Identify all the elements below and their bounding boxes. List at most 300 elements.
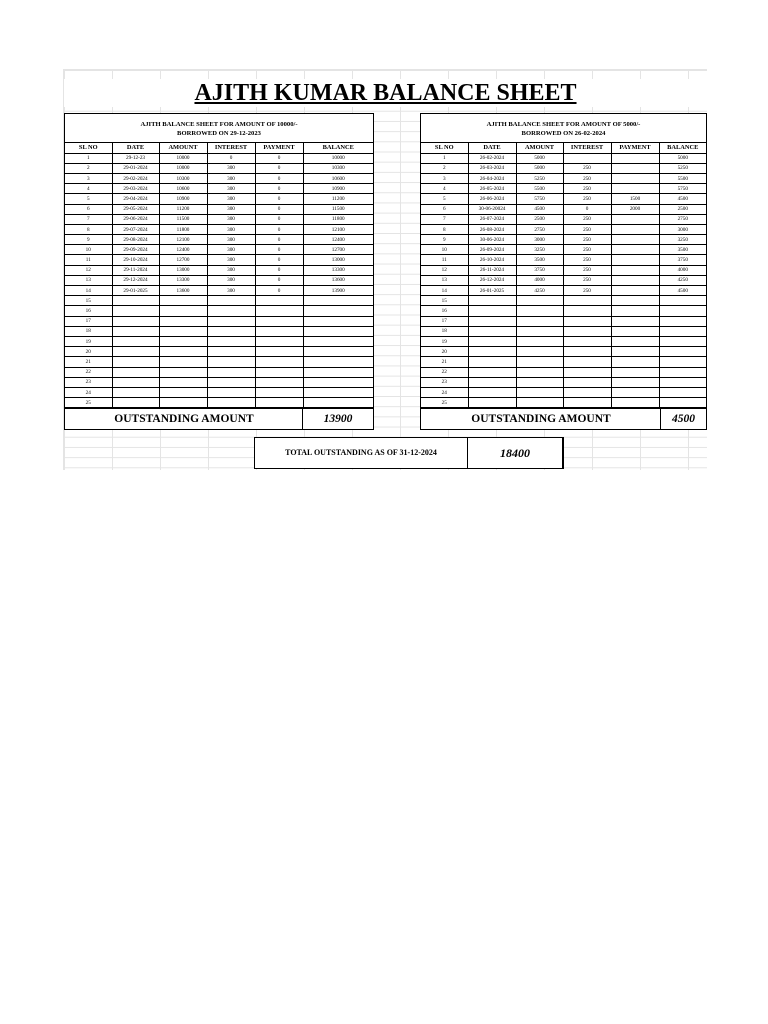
table-cell: 6 [421, 204, 468, 214]
table-cell: 29-05-2024 [112, 204, 159, 214]
table-cell [303, 377, 373, 387]
table-cell [516, 387, 563, 397]
table-row [421, 153, 706, 163]
table-cell: 10000 [159, 153, 207, 163]
table-cell: 17 [421, 316, 468, 326]
table-cell: 11500 [159, 214, 207, 224]
table-cell: 250 [563, 286, 611, 296]
table-cell: 5000 [516, 153, 563, 163]
table-cell: 0 [255, 194, 303, 204]
table-row [421, 224, 706, 234]
table-cell: 29-04-2024 [112, 194, 159, 204]
table-cell: 25 [65, 398, 112, 408]
table-row [65, 347, 373, 357]
table-cell: 26-12-2024 [468, 275, 516, 285]
table-cell: 4500 [516, 204, 563, 214]
table-cell: 10600 [159, 184, 207, 194]
table-cell: 13600 [303, 275, 373, 285]
table-cell: 18 [65, 326, 112, 336]
table-cell: 0 [207, 153, 255, 163]
table-cell [563, 377, 611, 387]
table-cell: 26-11-2024 [468, 265, 516, 275]
table-cell [159, 357, 207, 367]
table-cell: 10000 [159, 163, 207, 173]
table-cell: 250 [563, 173, 611, 183]
table-row [65, 204, 373, 214]
spreadsheet-page [63, 69, 707, 470]
table-cell: 26-02-2024 [468, 153, 516, 163]
table-row [421, 275, 706, 285]
table-cell: 12400 [303, 235, 373, 245]
table-cell: 0 [255, 224, 303, 234]
table-cell [112, 357, 159, 367]
table-cell [611, 153, 659, 163]
left-ledger-body [65, 153, 373, 408]
table-cell: 300 [207, 255, 255, 265]
table-cell [659, 347, 706, 357]
table-cell: 22 [421, 367, 468, 377]
table-cell: 19 [421, 336, 468, 346]
table-cell: 1 [421, 153, 468, 163]
left-ledger-heading-line1: AJITH BALANCE SHEET FOR AMOUNT OF 10000/- [140, 121, 298, 128]
table-cell [659, 316, 706, 326]
table-cell [255, 326, 303, 336]
table-cell [516, 336, 563, 346]
table-cell: 10300 [159, 173, 207, 183]
table-cell: 13300 [159, 275, 207, 285]
table-cell [303, 336, 373, 346]
table-cell [112, 306, 159, 316]
table-cell: 18 [421, 326, 468, 336]
table-cell: 24 [421, 387, 468, 397]
table-cell: 5500 [516, 184, 563, 194]
table-cell [159, 326, 207, 336]
table-cell: 25 [421, 398, 468, 408]
table-cell [468, 367, 516, 377]
table-cell [207, 336, 255, 346]
table-cell [611, 367, 659, 377]
table-cell: 29-01-2025 [112, 286, 159, 296]
table-cell [611, 214, 659, 224]
table-cell: 4500 [659, 194, 706, 204]
table-cell: 0 [255, 275, 303, 285]
table-cell: 22 [65, 367, 112, 377]
table-cell [611, 184, 659, 194]
table-row [65, 387, 373, 397]
table-cell: 13 [65, 275, 112, 285]
table-cell: 300 [207, 224, 255, 234]
table-cell: 300 [207, 163, 255, 173]
table-cell: 12100 [303, 224, 373, 234]
table-cell: 10300 [303, 163, 373, 173]
table-cell [611, 377, 659, 387]
table-row [421, 367, 706, 377]
column-header: SL NO [65, 143, 112, 153]
table-cell [207, 316, 255, 326]
table-cell: 21 [421, 357, 468, 367]
table-cell [563, 367, 611, 377]
table-cell [255, 316, 303, 326]
table-cell [112, 377, 159, 387]
table-cell: 5 [421, 194, 468, 204]
table-row [65, 398, 373, 408]
table-cell: 2 [65, 163, 112, 173]
table-cell: 10900 [159, 194, 207, 204]
table-cell: 11500 [303, 204, 373, 214]
table-cell [303, 387, 373, 397]
left-outstanding-label: OUTSTANDING AMOUNT [114, 413, 254, 425]
table-cell: 3750 [516, 265, 563, 275]
table-cell: 4 [421, 184, 468, 194]
table-cell [659, 398, 706, 408]
table-cell [468, 296, 516, 306]
right-ledger-header-row [421, 143, 706, 153]
table-row [421, 377, 706, 387]
table-cell: 26-08-2024 [468, 224, 516, 234]
table-cell [563, 347, 611, 357]
table-cell [516, 347, 563, 357]
table-cell [611, 265, 659, 275]
table-cell: 0 [563, 204, 611, 214]
table-cell: 11800 [303, 214, 373, 224]
table-cell: 3 [65, 173, 112, 183]
table-cell [516, 296, 563, 306]
table-cell [659, 367, 706, 377]
table-cell: 250 [563, 255, 611, 265]
table-row [421, 286, 706, 296]
table-row [421, 398, 706, 408]
table-cell [516, 357, 563, 367]
table-row [421, 163, 706, 173]
table-cell: 2 [421, 163, 468, 173]
table-cell: 26-09-2024 [468, 245, 516, 255]
table-cell: 11 [65, 255, 112, 265]
table-cell: 29-03-2024 [112, 184, 159, 194]
table-row [65, 367, 373, 377]
table-cell [659, 336, 706, 346]
table-cell: 0 [255, 214, 303, 224]
table-cell: 0 [255, 153, 303, 163]
table-cell: 16 [65, 306, 112, 316]
table-cell [659, 387, 706, 397]
table-cell: 5750 [516, 194, 563, 204]
table-cell [611, 224, 659, 234]
table-cell: 3500 [516, 255, 563, 265]
table-cell: 10900 [303, 184, 373, 194]
table-cell [563, 326, 611, 336]
table-cell [159, 377, 207, 387]
table-cell: 3250 [516, 245, 563, 255]
table-cell [611, 255, 659, 265]
table-cell: 2500 [659, 204, 706, 214]
table-row [421, 357, 706, 367]
table-row [421, 265, 706, 275]
table-cell [516, 367, 563, 377]
table-cell [255, 296, 303, 306]
table-cell: 2750 [659, 214, 706, 224]
left-ledger-header-row [65, 143, 373, 153]
right-ledger-body [421, 153, 706, 408]
table-cell: 20 [421, 347, 468, 357]
table-cell: 13 [421, 275, 468, 285]
table-cell [255, 367, 303, 377]
table-cell: 14 [421, 286, 468, 296]
table-cell [563, 316, 611, 326]
table-cell: 4500 [659, 286, 706, 296]
table-cell: 300 [207, 275, 255, 285]
table-row [65, 306, 373, 316]
table-row [65, 296, 373, 306]
table-row [421, 336, 706, 346]
left-ledger-heading [65, 114, 373, 143]
table-cell [207, 357, 255, 367]
table-cell: 5500 [659, 173, 706, 183]
table-cell: 5750 [659, 184, 706, 194]
table-row [421, 255, 706, 265]
table-cell: 11800 [159, 224, 207, 234]
column-header: SL NO [421, 143, 468, 153]
table-cell [611, 357, 659, 367]
table-cell [563, 336, 611, 346]
total-outstanding-box [254, 437, 564, 469]
table-row [65, 214, 373, 224]
table-cell: 10 [65, 245, 112, 255]
table-row [65, 235, 373, 245]
table-cell: 300 [207, 194, 255, 204]
table-cell [563, 387, 611, 397]
table-cell: 9 [421, 235, 468, 245]
table-row [421, 245, 706, 255]
table-cell: 30-06-2024 [468, 235, 516, 245]
table-row [421, 326, 706, 336]
table-cell: 13600 [159, 286, 207, 296]
table-cell: 4250 [659, 275, 706, 285]
table-cell [303, 326, 373, 336]
table-row [421, 316, 706, 326]
table-cell: 14 [65, 286, 112, 296]
table-cell: 8 [65, 224, 112, 234]
table-cell [255, 336, 303, 346]
table-cell: 10600 [303, 173, 373, 183]
table-cell: 5 [65, 194, 112, 204]
table-cell: 26-05-2024 [468, 184, 516, 194]
table-cell: 300 [207, 173, 255, 183]
table-cell: 29-08-2024 [112, 235, 159, 245]
table-cell [303, 347, 373, 357]
column-header: BALANCE [303, 143, 373, 153]
table-cell [255, 377, 303, 387]
table-cell: 3500 [659, 245, 706, 255]
column-header: BALANCE [659, 143, 706, 153]
table-cell [468, 316, 516, 326]
table-cell [611, 347, 659, 357]
table-cell: 0 [255, 265, 303, 275]
table-cell: 29-12-23 [112, 153, 159, 163]
table-cell [112, 398, 159, 408]
right-ledger-table [420, 113, 707, 430]
table-cell: 4250 [516, 286, 563, 296]
right-ledger-heading-line1: AJITH BALANCE SHEET FOR AMOUNT OF 5000/- [486, 121, 641, 128]
column-header: INTEREST [207, 143, 255, 153]
table-row [65, 336, 373, 346]
table-cell [468, 377, 516, 387]
table-cell [468, 326, 516, 336]
table-cell [611, 173, 659, 183]
table-cell: 1500 [611, 194, 659, 204]
table-row [65, 357, 373, 367]
table-row [65, 265, 373, 275]
table-cell [255, 347, 303, 357]
table-row [65, 245, 373, 255]
table-cell: 15 [421, 296, 468, 306]
table-cell [112, 347, 159, 357]
table-cell: 7 [65, 214, 112, 224]
table-row [65, 224, 373, 234]
table-cell: 10 [421, 245, 468, 255]
table-cell [112, 326, 159, 336]
table-cell [611, 286, 659, 296]
table-cell [563, 306, 611, 316]
table-cell [611, 387, 659, 397]
table-cell: 10000 [303, 153, 373, 163]
table-cell [255, 357, 303, 367]
table-cell: 250 [563, 214, 611, 224]
right-outstanding-row [421, 408, 706, 429]
table-row [65, 184, 373, 194]
table-row [65, 316, 373, 326]
table-cell: 12 [65, 265, 112, 275]
table-row [421, 194, 706, 204]
table-cell: 300 [207, 214, 255, 224]
table-cell [563, 153, 611, 163]
table-cell: 9 [65, 235, 112, 245]
table-cell: 3750 [659, 255, 706, 265]
table-cell: 17 [65, 316, 112, 326]
table-cell: 5000 [659, 153, 706, 163]
table-cell [516, 316, 563, 326]
table-cell: 12700 [303, 245, 373, 255]
table-cell: 1 [65, 153, 112, 163]
table-cell: 16 [421, 306, 468, 316]
table-cell: 3250 [659, 235, 706, 245]
column-header: PAYMENT [255, 143, 303, 153]
table-cell [112, 336, 159, 346]
left-outstanding-row [65, 408, 373, 429]
table-row [421, 347, 706, 357]
table-cell: 300 [207, 265, 255, 275]
left-outstanding-value: 13900 [302, 409, 373, 429]
table-row [65, 173, 373, 183]
table-cell [159, 347, 207, 357]
table-cell: 0 [255, 286, 303, 296]
table-cell: 5250 [516, 173, 563, 183]
table-cell [659, 306, 706, 316]
table-cell: 3000 [516, 235, 563, 245]
table-cell [303, 398, 373, 408]
table-cell [516, 306, 563, 316]
table-cell: 3000 [659, 224, 706, 234]
table-cell: 29-02-2024 [112, 173, 159, 183]
table-cell: 4 [65, 184, 112, 194]
table-cell [303, 316, 373, 326]
table-cell [159, 336, 207, 346]
table-cell: 250 [563, 275, 611, 285]
table-cell: 300 [207, 235, 255, 245]
table-cell [563, 398, 611, 408]
table-row [421, 173, 706, 183]
table-cell: 0 [255, 204, 303, 214]
table-cell [255, 398, 303, 408]
table-row [65, 326, 373, 336]
table-cell: 12 [421, 265, 468, 275]
table-cell: 15 [65, 296, 112, 306]
right-ledger-heading-line2: BORROWED ON 26-02-2024 [521, 130, 606, 137]
table-cell [207, 377, 255, 387]
table-cell [207, 306, 255, 316]
table-cell [468, 306, 516, 316]
column-header: AMOUNT [159, 143, 207, 153]
table-row [421, 306, 706, 316]
table-cell [611, 296, 659, 306]
table-cell: 300 [207, 286, 255, 296]
left-ledger-heading-line2: BORROWED ON 29-12-2023 [177, 130, 261, 137]
right-ledger-heading [421, 114, 706, 143]
table-cell: 12100 [159, 235, 207, 245]
table-cell: 29-10-2024 [112, 255, 159, 265]
table-cell: 250 [563, 224, 611, 234]
table-cell: 2000 [611, 204, 659, 214]
table-row [65, 275, 373, 285]
table-cell [468, 347, 516, 357]
table-cell: 19 [65, 336, 112, 346]
table-row [421, 184, 706, 194]
table-cell: 2500 [516, 214, 563, 224]
table-cell [611, 316, 659, 326]
table-row [65, 163, 373, 173]
table-cell: 250 [563, 245, 611, 255]
table-cell: 29-09-2024 [112, 245, 159, 255]
table-cell: 6 [65, 204, 112, 214]
table-cell: 24 [65, 387, 112, 397]
table-cell: 13900 [303, 286, 373, 296]
table-cell [112, 367, 159, 377]
page-title: AJITH KUMAR BALANCE SHEET [64, 79, 707, 107]
table-row [421, 235, 706, 245]
table-cell [516, 377, 563, 387]
table-cell [611, 235, 659, 245]
table-cell: 26-10-2024 [468, 255, 516, 265]
table-cell [611, 163, 659, 173]
table-cell: 0 [255, 163, 303, 173]
table-cell [516, 326, 563, 336]
table-cell: 0 [255, 184, 303, 194]
table-row [421, 204, 706, 214]
column-header: INTEREST [563, 143, 611, 153]
table-row [421, 214, 706, 224]
table-cell: 300 [207, 245, 255, 255]
table-cell: 12700 [159, 255, 207, 265]
total-outstanding-value: 18400 [468, 438, 563, 468]
table-cell [207, 326, 255, 336]
table-cell [659, 296, 706, 306]
table-cell [303, 367, 373, 377]
table-cell: 300 [207, 204, 255, 214]
table-cell: 8 [421, 224, 468, 234]
table-cell: 21 [65, 357, 112, 367]
table-cell: 5250 [659, 163, 706, 173]
table-cell [468, 336, 516, 346]
table-cell: 11200 [303, 194, 373, 204]
